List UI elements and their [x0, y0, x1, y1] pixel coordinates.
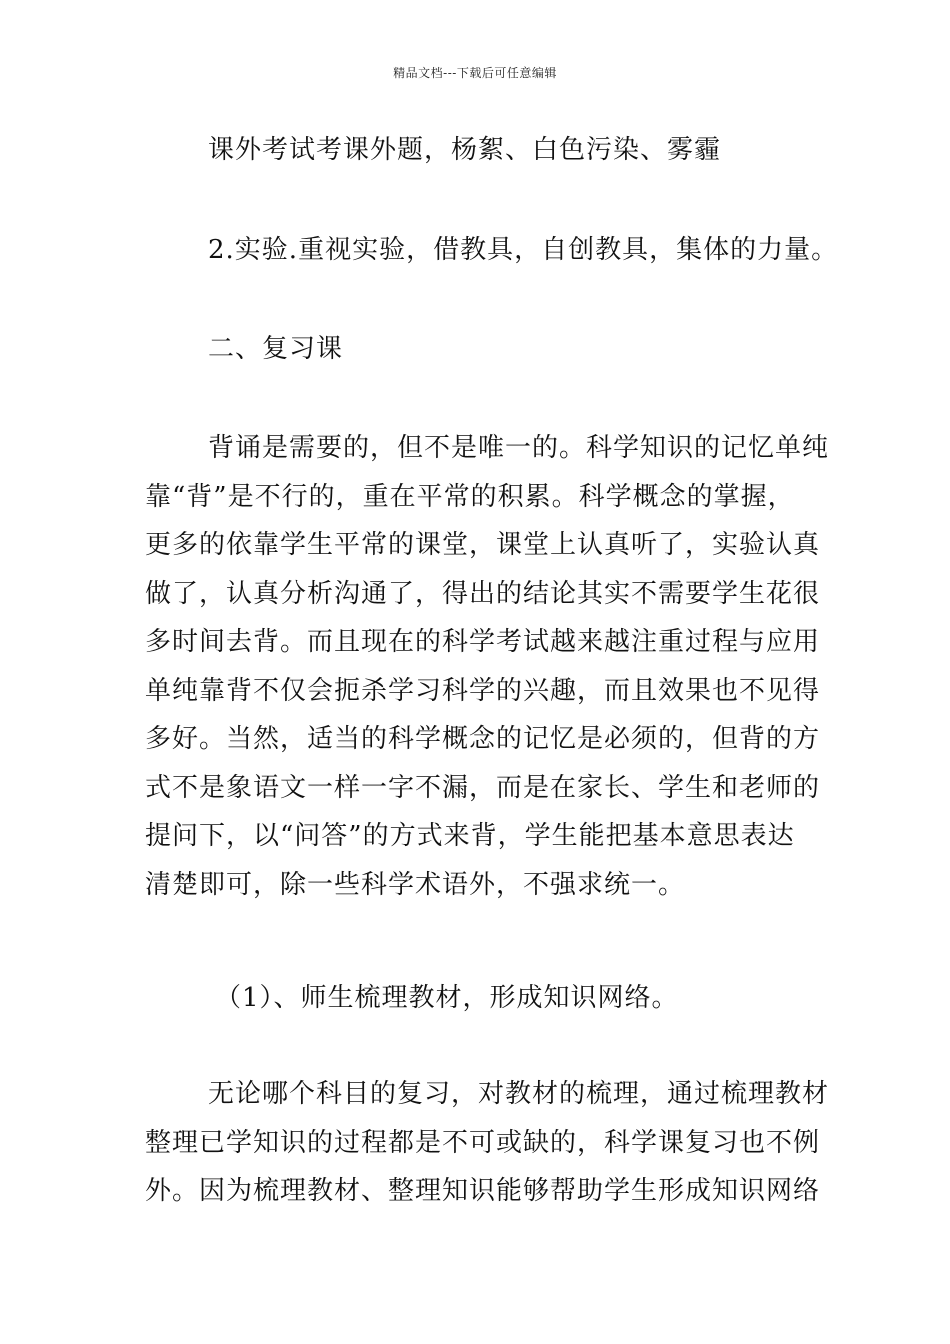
paragraph-line: 外。因为梳理教材、整理知识能够帮助学生形成知识网络	[145, 1176, 821, 1206]
paragraph-line: 多时间去背。而且现在的科学考试越来越注重过程与应用	[145, 627, 821, 657]
paragraph-line: 单纯靠背不仅会扼杀学习科学的兴趣，而且效果也不见得	[145, 675, 821, 706]
paragraph-line: 背诵是需要的，但不是唯一的。科学知识的记忆单纯	[208, 433, 830, 463]
paragraph-line: 式不是象语文一样一字不漏，而是在家长、学生和老师的	[145, 772, 821, 803]
paragraph-line: 提问下，以“问答”的方式来背，学生能把基本意思表达	[145, 821, 795, 851]
paragraph-line: 做了，认真分析沟通了，得出的结论其实不需要学生花很	[145, 578, 821, 609]
page-header: 精品文档---下载后可任意编辑	[393, 66, 557, 80]
paragraph-review	[145, 1070, 830, 1216]
subsection-heading: （1）、师生梳理教材，形成知识网络。	[215, 983, 679, 1013]
paragraph-line: 整理已学知识的过程都是不可或缺的，科学课复习也不例	[145, 1127, 821, 1158]
text-line: 课外考试考课外题，杨絮、白色污染、雾霾	[208, 135, 722, 165]
paragraph-line: 无论哪个科目的复习，对教材的梳理，通过梳理教材	[208, 1079, 830, 1109]
text-line: 2.实验.重视实验，借教具，自创教具，集体的力量。	[208, 235, 839, 265]
paragraph-line: 更多的依靠学生平常的课堂，课堂上认真听了，实验认真	[145, 530, 821, 560]
paragraph-line: 清楚即可，除一些科学术语外，不强求统一。	[145, 869, 686, 900]
paragraph-line: 多好。当然，适当的科学概念的记忆是必须的，但背的方	[145, 724, 821, 754]
paragraph-line: 靠“背”是不行的，重在平常的积累。科学概念的掌握，	[145, 481, 795, 512]
section-heading: 二、复习课	[208, 334, 344, 364]
paragraph-memorization	[145, 424, 830, 909]
